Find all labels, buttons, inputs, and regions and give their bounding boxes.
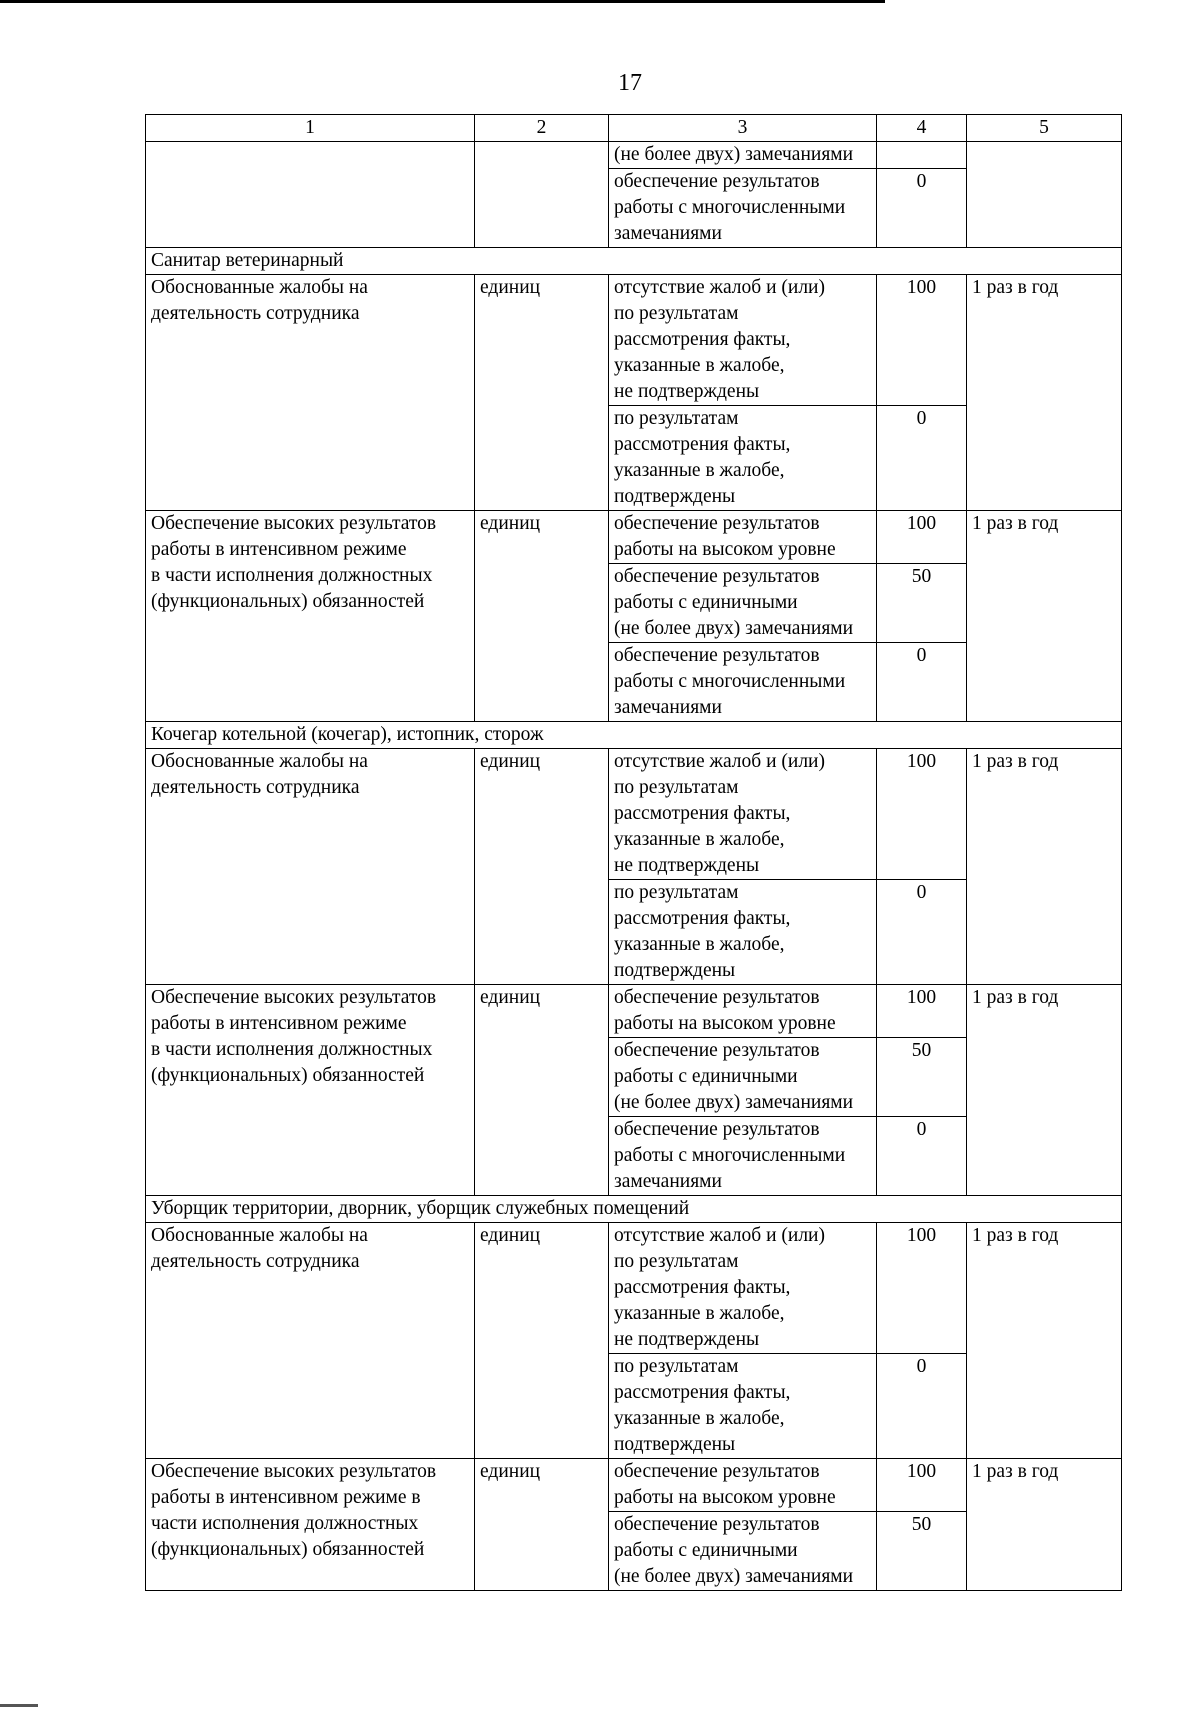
criterion-cell: обеспечение результатов работы с единичными (не более двух) замечаниями: [609, 564, 877, 643]
frequency-cell: 1 раз в год: [967, 511, 1122, 722]
column-header: 3: [609, 115, 877, 142]
section-title: Кочегар котельной (кочегар), истопник, сторож: [146, 722, 1122, 749]
unit-cell: единиц: [475, 749, 609, 985]
indicator-cell: Обеспечение высоких результатов работы в интенсивном режиме в части исполнения должностных (функциональных) обязанностей: [146, 985, 475, 1196]
top-border-line: [0, 0, 885, 3]
indicator-cell: Обоснованные жалобы на деятельность сотрудника: [146, 275, 475, 511]
points-cell: 0: [877, 169, 967, 248]
criterion-cell: обеспечение результатов работы с единичными (не более двух) замечаниями: [609, 1038, 877, 1117]
criterion-cell: (не более двух) замечаниями: [609, 142, 877, 169]
frequency-cell: 1 раз в год: [967, 749, 1122, 985]
criterion-cell: отсутствие жалоб и (или) по результатам рассмотрения факты, указанные в жалобе, не подтверждены: [609, 275, 877, 406]
unit-cell: единиц: [475, 275, 609, 511]
frequency-cell: [967, 142, 1122, 248]
criterion-cell: обеспечение результатов работы с многочисленными замечаниями: [609, 169, 877, 248]
frequency-cell: 1 раз в год: [967, 275, 1122, 511]
points-cell: 0: [877, 643, 967, 722]
criterion-cell: обеспечение результатов работы на высоком уровне: [609, 1459, 877, 1512]
frequency-cell: 1 раз в год: [967, 1223, 1122, 1459]
criterion-row: [146, 1223, 1122, 1354]
points-cell: 100: [877, 1459, 967, 1512]
points-cell: 0: [877, 406, 967, 511]
criteria-table-body: [146, 115, 1122, 1591]
points-cell: 100: [877, 749, 967, 880]
points-cell: [877, 142, 967, 169]
criterion-cell: по результатам рассмотрения факты, указанные в жалобе, подтверждены: [609, 406, 877, 511]
points-cell: 0: [877, 880, 967, 985]
indicator-cell: Обеспечение высоких результатов работы в интенсивном режиме в части исполнения должностных (функциональных) обязанностей: [146, 1459, 475, 1591]
points-cell: 50: [877, 1512, 967, 1591]
criterion-cell: обеспечение результатов работы с многочисленными замечаниями: [609, 1117, 877, 1196]
criterion-row: [146, 749, 1122, 880]
section-row: [146, 722, 1122, 749]
criterion-cell: по результатам рассмотрения факты, указанные в жалобе, подтверждены: [609, 1354, 877, 1459]
points-cell: 0: [877, 1354, 967, 1459]
unit-cell: [475, 142, 609, 248]
column-header: 5: [967, 115, 1122, 142]
criterion-cell: обеспечение результатов работы на высоком уровне: [609, 985, 877, 1038]
criterion-row: [146, 985, 1122, 1038]
criterion-cell: отсутствие жалоб и (или) по результатам рассмотрения факты, указанные в жалобе, не подтверждены: [609, 749, 877, 880]
scan-edge-mark: [0, 1704, 38, 1707]
frequency-cell: 1 раз в год: [967, 1459, 1122, 1591]
criterion-cell: обеспечение результатов работы с единичными (не более двух) замечаниями: [609, 1512, 877, 1591]
criterion-cell: обеспечение результатов работы на высоком уровне: [609, 511, 877, 564]
criterion-cell: обеспечение результатов работы с многочисленными замечаниями: [609, 643, 877, 722]
section-title: Уборщик территории, дворник, уборщик служебных помещений: [146, 1196, 1122, 1223]
criterion-row: [146, 511, 1122, 564]
points-cell: 100: [877, 511, 967, 564]
unit-cell: единиц: [475, 1459, 609, 1591]
table-header-row: [146, 115, 1122, 142]
unit-cell: единиц: [475, 985, 609, 1196]
criterion-row: [146, 1459, 1122, 1512]
continuation-row: [146, 142, 1122, 169]
indicator-cell: [146, 142, 475, 248]
section-row: [146, 248, 1122, 275]
points-cell: 0: [877, 1117, 967, 1196]
criteria-table: [145, 114, 1122, 1591]
section-title: Санитар ветеринарный: [146, 248, 1122, 275]
criterion-cell: отсутствие жалоб и (или) по результатам рассмотрения факты, указанные в жалобе, не подтверждены: [609, 1223, 877, 1354]
unit-cell: единиц: [475, 1223, 609, 1459]
criterion-row: [146, 275, 1122, 406]
unit-cell: единиц: [475, 511, 609, 722]
section-row: [146, 1196, 1122, 1223]
criterion-cell: по результатам рассмотрения факты, указанные в жалобе, подтверждены: [609, 880, 877, 985]
points-cell: 50: [877, 1038, 967, 1117]
column-header: 2: [475, 115, 609, 142]
points-cell: 100: [877, 985, 967, 1038]
indicator-cell: Обеспечение высоких результатов работы в интенсивном режиме в части исполнения должностных (функциональных) обязанностей: [146, 511, 475, 722]
column-header: 4: [877, 115, 967, 142]
frequency-cell: 1 раз в год: [967, 985, 1122, 1196]
points-cell: 100: [877, 1223, 967, 1354]
indicator-cell: Обоснованные жалобы на деятельность сотрудника: [146, 749, 475, 985]
column-header: 1: [146, 115, 475, 142]
page-number: 17: [618, 70, 642, 96]
indicator-cell: Обоснованные жалобы на деятельность сотрудника: [146, 1223, 475, 1459]
points-cell: 50: [877, 564, 967, 643]
points-cell: 100: [877, 275, 967, 406]
